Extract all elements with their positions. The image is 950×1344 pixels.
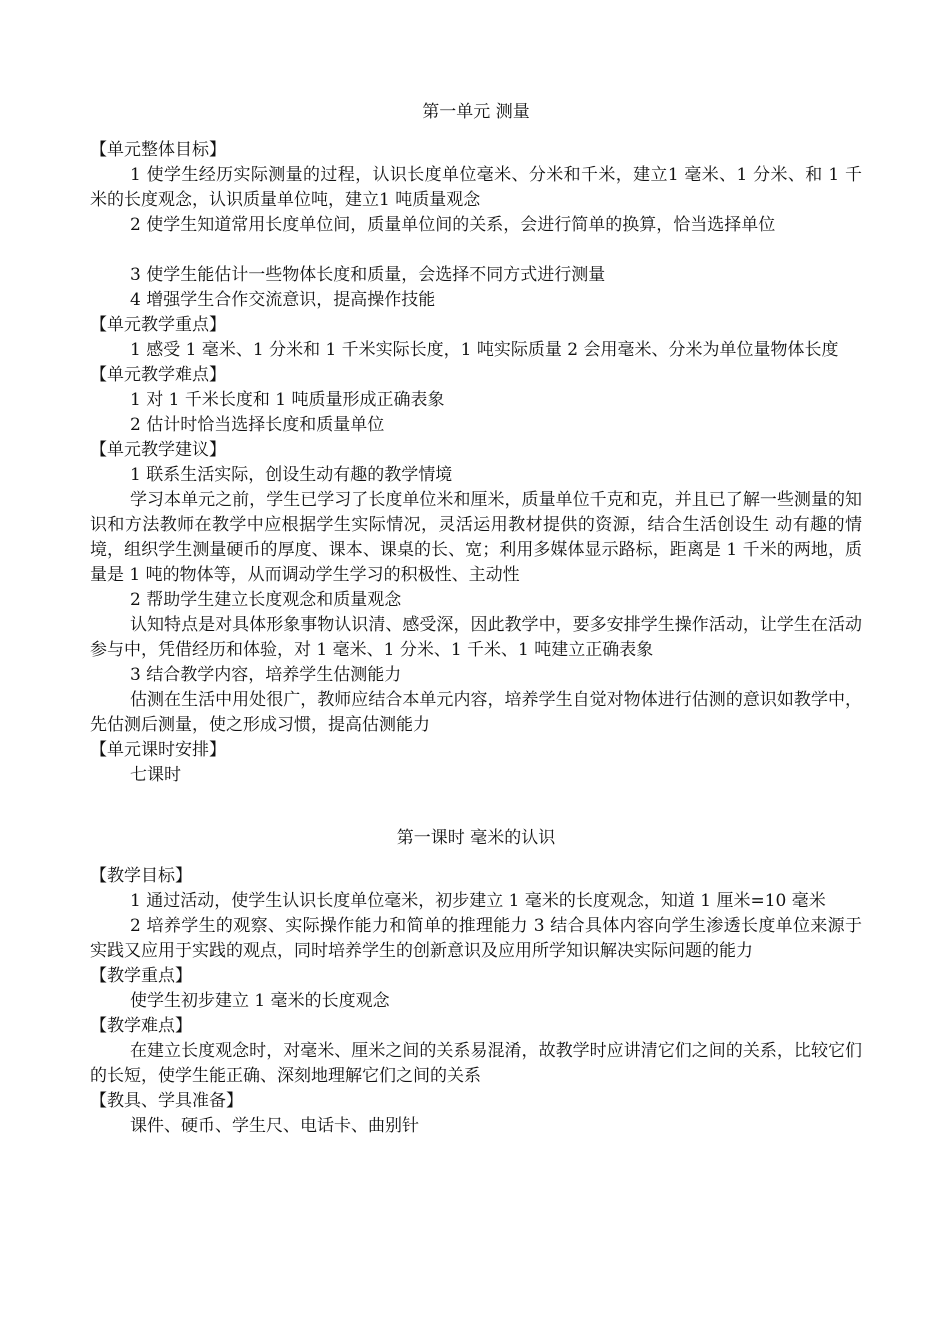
unit-title: 第一单元 测量: [422, 102, 530, 122]
unit-goal-1: 1 使学生经历实际测量的过程，认识长度单位毫米、分米和千米，建立1 毫米、1 分米、和 1 千米的长度观念，认识质量单位吨，建立1 吨质量观念: [90, 165, 862, 210]
blank-line: [90, 238, 862, 263]
lesson-tools: 课件、硬币、学生尺、电话卡、曲别针: [130, 1116, 419, 1136]
suggestion-2-text: 认知特点是对具体形象事物认识清、感受深，因此教学中，要多安排学生操作活动，让学生在活动参与中，凭借经历和体验，对 1 毫米、1 分米、1 千米、1 吨建立正确表象: [90, 615, 862, 660]
lesson-goal-2-3: 2 培养学生的观察、实际操作能力和简单的推理能力 3 结合具体内容向学生渗透长度单位来源于实践又应用于实践的观点，同时培养学生的创新意识及应用所学知识解决实际问题的能力: [90, 916, 862, 961]
unit-difficulty-2: 2 估计时恰当选择长度和质量单位: [130, 415, 385, 435]
lesson-title: 第一课时 毫米的认识: [396, 828, 556, 848]
lesson-difficulty-heading: 【教学难点】: [90, 1016, 192, 1036]
unit-difficulty-1: 1 对 1 千米长度和 1 吨质量形成正确表象: [130, 390, 445, 410]
lesson-tools-heading: 【教具、学具准备】: [90, 1091, 243, 1111]
unit-goals-heading: 【单元整体目标】: [90, 140, 226, 160]
lesson-difficulty: 在建立长度观念时，对毫米、厘米之间的关系易混淆，故教学时应讲清它们之间的关系，比较它们的长短，使学生能正确、深刻地理解它们之间的关系: [90, 1041, 862, 1086]
lesson-key-heading: 【教学重点】: [90, 966, 192, 986]
unit-hours-heading: 【单元课时安排】: [90, 740, 226, 760]
unit-key-heading: 【单元教学重点】: [90, 315, 226, 335]
unit-goal-3: 3 使学生能估计一些物体长度和质量，会选择不同方式进行测量: [130, 265, 606, 285]
unit-goal-4: 4 增强学生合作交流意识，提高操作技能: [130, 290, 436, 310]
unit-suggestions-heading: 【单元教学建议】: [90, 440, 226, 460]
suggestion-2-title: 2 帮助学生建立长度观念和质量观念: [130, 590, 402, 610]
unit-key-points: 1 感受 1 毫米、1 分米和 1 千米实际长度，1 吨实际质量 2 会用毫米、分米为单位量物体长度: [130, 340, 839, 360]
unit-difficulty-heading: 【单元教学难点】: [90, 365, 226, 385]
document-page: [90, 100, 862, 1139]
suggestion-3-text: 估测在生活中用处很广，教师应结合本单元内容，培养学生自觉对物体进行估测的意识如教学中，先估测后测量，使之形成习惯，提高估测能力: [90, 690, 862, 735]
suggestion-1-title: 1 联系生活实际，创设生动有趣的教学情境: [130, 465, 453, 485]
lesson-goal-1: 1 通过活动，使学生认识长度单位毫米，初步建立 1 毫米的长度观念，知道 1 厘米=10 毫米: [130, 891, 826, 911]
section-gap: [90, 788, 862, 826]
suggestion-1-text: 学习本单元之前，学生已学习了长度单位米和厘米，质量单位千克和克，并且已了解一些测量的知识和方法教师在教学中应根据学生实际情况，灵活运用教材提供的资源，结合生活创设生 动有趣的情境，组织学生测量硬币的厚度、课本、课桌的长、宽；利用多媒体显示路标，距离是 1 千米的两地，质量是 1 吨的物体等，从而调动学生学习的积极性、主动性: [90, 490, 862, 585]
lesson-key-point: 使学生初步建立 1 毫米的长度观念: [130, 991, 390, 1011]
lesson-goals-heading: 【教学目标】: [90, 866, 192, 886]
unit-goal-2: 2 使学生知道常用长度单位间，质量单位间的关系，会进行简单的换算，恰当选择单位: [130, 215, 776, 235]
suggestion-3-title: 3 结合教学内容，培养学生估测能力: [130, 665, 402, 685]
unit-hours: 七课时: [130, 765, 181, 785]
